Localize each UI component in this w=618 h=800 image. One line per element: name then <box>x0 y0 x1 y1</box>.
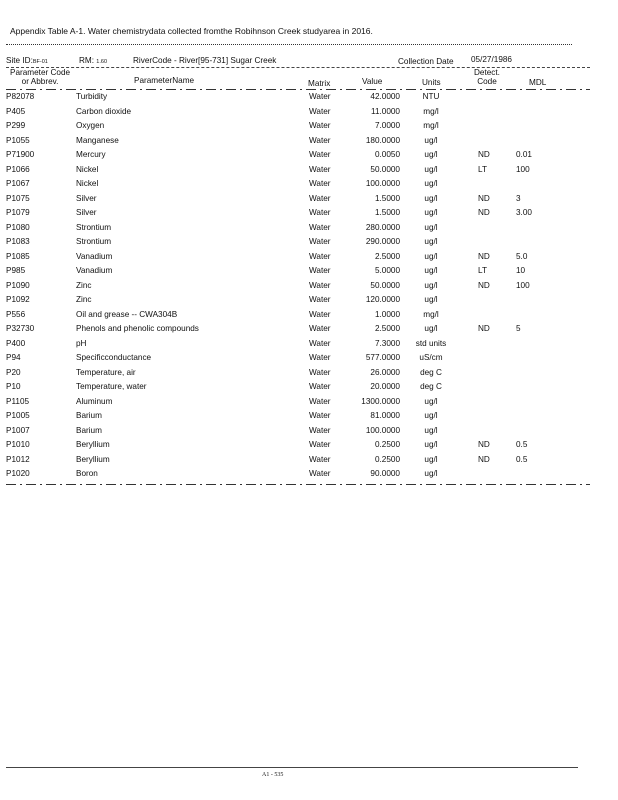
cell-param-name: Silver <box>76 208 97 217</box>
table-row <box>0 121 618 135</box>
cell-param-code: P1007 <box>6 425 30 435</box>
col-matrix: Matrix <box>308 79 331 88</box>
cell-value: 100.0000 <box>365 179 400 188</box>
cell-param-code: P1012 <box>6 454 30 464</box>
cell-mdl: 5.0 <box>516 251 528 261</box>
col-param-code-line2: or Abbrev. <box>21 77 59 86</box>
table-row <box>0 150 618 164</box>
cell-units: std units <box>415 338 447 348</box>
cell-param-code: P1092 <box>6 295 30 304</box>
table-row <box>0 208 618 222</box>
table-row <box>0 223 618 237</box>
cell-param-name: Oil and grease -- CWA304B <box>76 309 178 319</box>
table-row <box>0 426 618 440</box>
col-param-name: ParameterName <box>134 76 195 85</box>
table-row <box>0 92 618 106</box>
cell-param-name: Carbon dioxide <box>76 106 132 116</box>
cell-units: ug/l <box>424 266 438 275</box>
table-row <box>0 237 618 251</box>
cell-param-code: P405 <box>6 106 26 116</box>
table-row <box>0 310 618 324</box>
cell-units: ug/l <box>424 280 438 290</box>
river-mile <box>79 56 107 65</box>
cell-matrix: Water <box>309 92 331 101</box>
cell-detect-code: ND <box>478 440 490 449</box>
cell-matrix: Water <box>309 367 331 377</box>
cell-matrix: Water <box>309 150 331 159</box>
cell-units: ug/l <box>424 179 438 188</box>
table-row <box>0 194 618 208</box>
collection-date-label: Collection Date <box>398 57 454 66</box>
cell-detect-code: ND <box>478 193 490 203</box>
cell-value: 0.0050 <box>374 150 400 159</box>
cell-units: ug/l <box>424 237 438 246</box>
cell-param-name: Vanadium <box>76 266 113 275</box>
column-header-rule <box>6 89 590 90</box>
cell-param-code: P1055 <box>6 135 30 145</box>
table-row <box>0 281 618 295</box>
cell-param-name: Beryllium <box>76 454 110 464</box>
col-detect-line1: Detect. <box>474 68 500 77</box>
cell-mdl: 0.5 <box>516 440 528 449</box>
cell-value: 2.5000 <box>374 251 400 261</box>
site-id-value: BF-01 <box>32 59 48 65</box>
cell-param-code: P1079 <box>6 208 30 217</box>
cell-detect-code: ND <box>478 150 490 159</box>
cell-param-code: P1085 <box>6 251 30 261</box>
cell-value: 1.5000 <box>374 193 400 203</box>
cell-value: 90.0000 <box>370 469 400 478</box>
cell-units: ug/l <box>424 454 438 464</box>
title-divider <box>6 44 572 45</box>
table-row <box>0 295 618 309</box>
table-row <box>0 411 618 425</box>
cell-value: 20.0000 <box>370 382 400 391</box>
cell-units: mg/l <box>423 309 439 319</box>
cell-matrix: Water <box>309 411 331 420</box>
cell-units: mg/l <box>423 121 439 130</box>
cell-matrix: Water <box>309 222 331 232</box>
cell-units: ug/l <box>424 396 438 406</box>
cell-value: 1.0000 <box>374 309 400 319</box>
cell-param-name: Barium <box>76 411 102 420</box>
cell-param-code: P1083 <box>6 237 30 246</box>
cell-param-name: Nickel <box>76 164 99 174</box>
cell-param-code: P82078 <box>6 92 35 101</box>
col-detect-line2: Code <box>477 77 497 86</box>
cell-param-code: P1005 <box>6 411 30 420</box>
cell-value: 81.0000 <box>370 411 400 420</box>
table-title: Appendix Table A-1. Water chemistrydata collected fromthe Robihnson Creek studyarea in 2016. <box>10 26 373 36</box>
cell-units: ug/l <box>424 150 438 159</box>
cell-detect-code: ND <box>478 208 490 217</box>
cell-value: 50.0000 <box>370 280 400 290</box>
cell-param-code: P1090 <box>6 280 30 290</box>
table-row <box>0 252 618 266</box>
cell-units: uS/cm <box>419 353 443 362</box>
cell-value: 180.0000 <box>365 135 400 145</box>
cell-param-name: Silver <box>76 193 97 203</box>
table-row <box>0 397 618 411</box>
cell-param-name: Temperature, water <box>76 382 147 391</box>
cell-param-code: P985 <box>6 266 26 275</box>
footer-rule <box>6 767 578 768</box>
cell-param-name: Zinc <box>76 280 92 290</box>
cell-units: ug/l <box>424 208 438 217</box>
cell-param-code: P32730 <box>6 324 35 333</box>
cell-detect-code: ND <box>478 324 490 333</box>
col-value: Value <box>362 77 383 86</box>
cell-param-name: Nickel <box>76 179 99 188</box>
table-row <box>0 353 618 367</box>
cell-mdl: 0.5 <box>516 454 528 464</box>
table-end-rule <box>6 484 590 485</box>
cell-matrix: Water <box>309 193 331 203</box>
cell-param-name: Mercury <box>76 150 106 159</box>
cell-value: 120.0000 <box>365 295 400 304</box>
cell-param-code: P1075 <box>6 193 30 203</box>
table-row <box>0 136 618 150</box>
col-param-code <box>10 68 70 86</box>
cell-param-name: Strontium <box>76 237 112 246</box>
cell-matrix: Water <box>309 121 331 130</box>
cell-value: 290.0000 <box>365 237 400 246</box>
cell-param-name: Manganese <box>76 135 119 145</box>
cell-units: ug/l <box>424 222 438 232</box>
cell-matrix: Water <box>309 309 331 319</box>
cell-matrix: Water <box>309 266 331 275</box>
table-row <box>0 165 618 179</box>
cell-value: 7.3000 <box>374 338 400 348</box>
cell-param-code: P1066 <box>6 164 30 174</box>
cell-value: 1.5000 <box>374 208 400 217</box>
cell-matrix: Water <box>309 324 331 333</box>
cell-value: 1300.0000 <box>361 396 400 406</box>
cell-units: NTU <box>422 92 440 101</box>
cell-detect-code: ND <box>478 251 490 261</box>
page-number: A1 - 535 <box>262 772 284 778</box>
cell-param-name: Beryllium <box>76 440 110 449</box>
cell-matrix: Water <box>309 396 331 406</box>
cell-units: deg C <box>420 367 442 377</box>
cell-param-name: Strontium <box>76 222 112 232</box>
cell-value: 2.5000 <box>374 324 400 333</box>
cell-param-code: P1067 <box>6 179 30 188</box>
cell-param-code: P299 <box>6 121 26 130</box>
table-row <box>0 107 618 121</box>
cell-param-code: P94 <box>6 353 21 362</box>
cell-units: ug/l <box>424 425 438 435</box>
cell-detect-code: ND <box>478 454 490 464</box>
cell-value: 42.0000 <box>370 92 400 101</box>
cell-param-code: P1010 <box>6 440 30 449</box>
table-row <box>0 455 618 469</box>
cell-mdl: 0.01 <box>516 150 532 159</box>
cell-matrix: Water <box>309 135 331 145</box>
cell-param-code: P10 <box>6 382 21 391</box>
cell-units: ug/l <box>424 251 438 261</box>
table-row <box>0 339 618 353</box>
cell-mdl: 100 <box>516 164 530 174</box>
cell-units: ug/l <box>424 193 438 203</box>
cell-mdl: 10 <box>516 266 526 275</box>
cell-param-name: Vanadium <box>76 251 113 261</box>
cell-units: ug/l <box>424 164 438 174</box>
cell-param-code: P20 <box>6 367 21 377</box>
cell-param-name: Aluminum <box>76 396 113 406</box>
cell-matrix: Water <box>309 251 331 261</box>
cell-matrix: Water <box>309 353 331 362</box>
cell-param-name: Barium <box>76 425 102 435</box>
cell-matrix: Water <box>309 440 331 449</box>
cell-matrix: Water <box>309 338 331 348</box>
cell-mdl: 5 <box>516 324 521 333</box>
collection-date-value: 05/27/1986 <box>471 55 512 64</box>
table-row <box>0 368 618 382</box>
cell-mdl: 100 <box>516 280 530 290</box>
header-rule <box>6 67 590 68</box>
cell-matrix: Water <box>309 237 331 246</box>
cell-matrix: Water <box>309 295 331 304</box>
cell-units: ug/l <box>424 324 438 333</box>
cell-value: 0.2500 <box>374 454 400 464</box>
cell-detect-code: LT <box>478 266 487 275</box>
cell-param-code: P400 <box>6 338 26 348</box>
cell-param-code: P1020 <box>6 469 30 478</box>
col-detect-code <box>474 68 500 86</box>
cell-units: deg C <box>420 382 442 391</box>
cell-value: 100.0000 <box>365 425 400 435</box>
cell-detect-code: LT <box>478 164 487 174</box>
site-id-label: Site ID: <box>6 56 33 65</box>
cell-matrix: Water <box>309 208 331 217</box>
cell-units: ug/l <box>424 469 438 478</box>
cell-param-name: Phenols and phenolic compounds <box>76 324 199 333</box>
cell-param-name: Boron <box>76 469 98 478</box>
cell-matrix: Water <box>309 164 331 174</box>
cell-mdl: 3 <box>516 193 521 203</box>
cell-units: ug/l <box>424 135 438 145</box>
cell-units: mg/l <box>423 106 439 116</box>
cell-value: 26.0000 <box>370 367 400 377</box>
cell-value: 50.0000 <box>370 164 400 174</box>
rm-label: RM: <box>79 56 95 65</box>
cell-matrix: Water <box>309 179 331 188</box>
cell-matrix: Water <box>309 469 331 478</box>
cell-value: 7.0000 <box>374 121 400 130</box>
table-row <box>0 382 618 396</box>
cell-param-name: Turbidity <box>76 92 108 101</box>
table-row <box>0 179 618 193</box>
cell-matrix: Water <box>309 425 331 435</box>
cell-param-code: P556 <box>6 309 26 319</box>
cell-param-code: P1105 <box>6 396 30 406</box>
cell-detect-code: ND <box>478 280 490 290</box>
cell-mdl: 3.00 <box>516 208 532 217</box>
cell-matrix: Water <box>309 280 331 290</box>
cell-param-name: Zinc <box>76 295 92 304</box>
cell-matrix: Water <box>309 454 331 464</box>
col-param-code-line1: Parameter Code <box>10 68 71 77</box>
cell-value: 11.0000 <box>371 106 400 116</box>
cell-value: 280.0000 <box>365 222 400 232</box>
cell-matrix: Water <box>309 106 331 116</box>
table-row <box>0 469 618 483</box>
cell-units: ug/l <box>424 295 438 304</box>
col-units: Units <box>422 78 441 87</box>
rm-value: 1.60 <box>96 59 108 65</box>
site-id <box>6 56 48 65</box>
cell-units: ug/l <box>424 440 438 449</box>
cell-param-name: pH <box>76 338 87 348</box>
river-code: RiverCode - River[95-731] Sugar Creek <box>133 56 277 65</box>
cell-param-name: Specificconductance <box>76 353 152 362</box>
cell-value: 0.2500 <box>374 440 400 449</box>
cell-units: ug/l <box>424 411 438 420</box>
cell-param-name: Temperature, air <box>76 367 136 377</box>
cell-param-code: P71900 <box>6 150 35 159</box>
cell-value: 577.0000 <box>365 353 400 362</box>
table-row <box>0 324 618 338</box>
table-row <box>0 266 618 280</box>
col-mdl: MDL <box>529 78 547 87</box>
cell-value: 5.0000 <box>374 266 400 275</box>
table-row <box>0 440 618 454</box>
cell-matrix: Water <box>309 382 331 391</box>
cell-param-name: Oxygen <box>76 121 105 130</box>
cell-param-code: P1080 <box>6 222 30 232</box>
